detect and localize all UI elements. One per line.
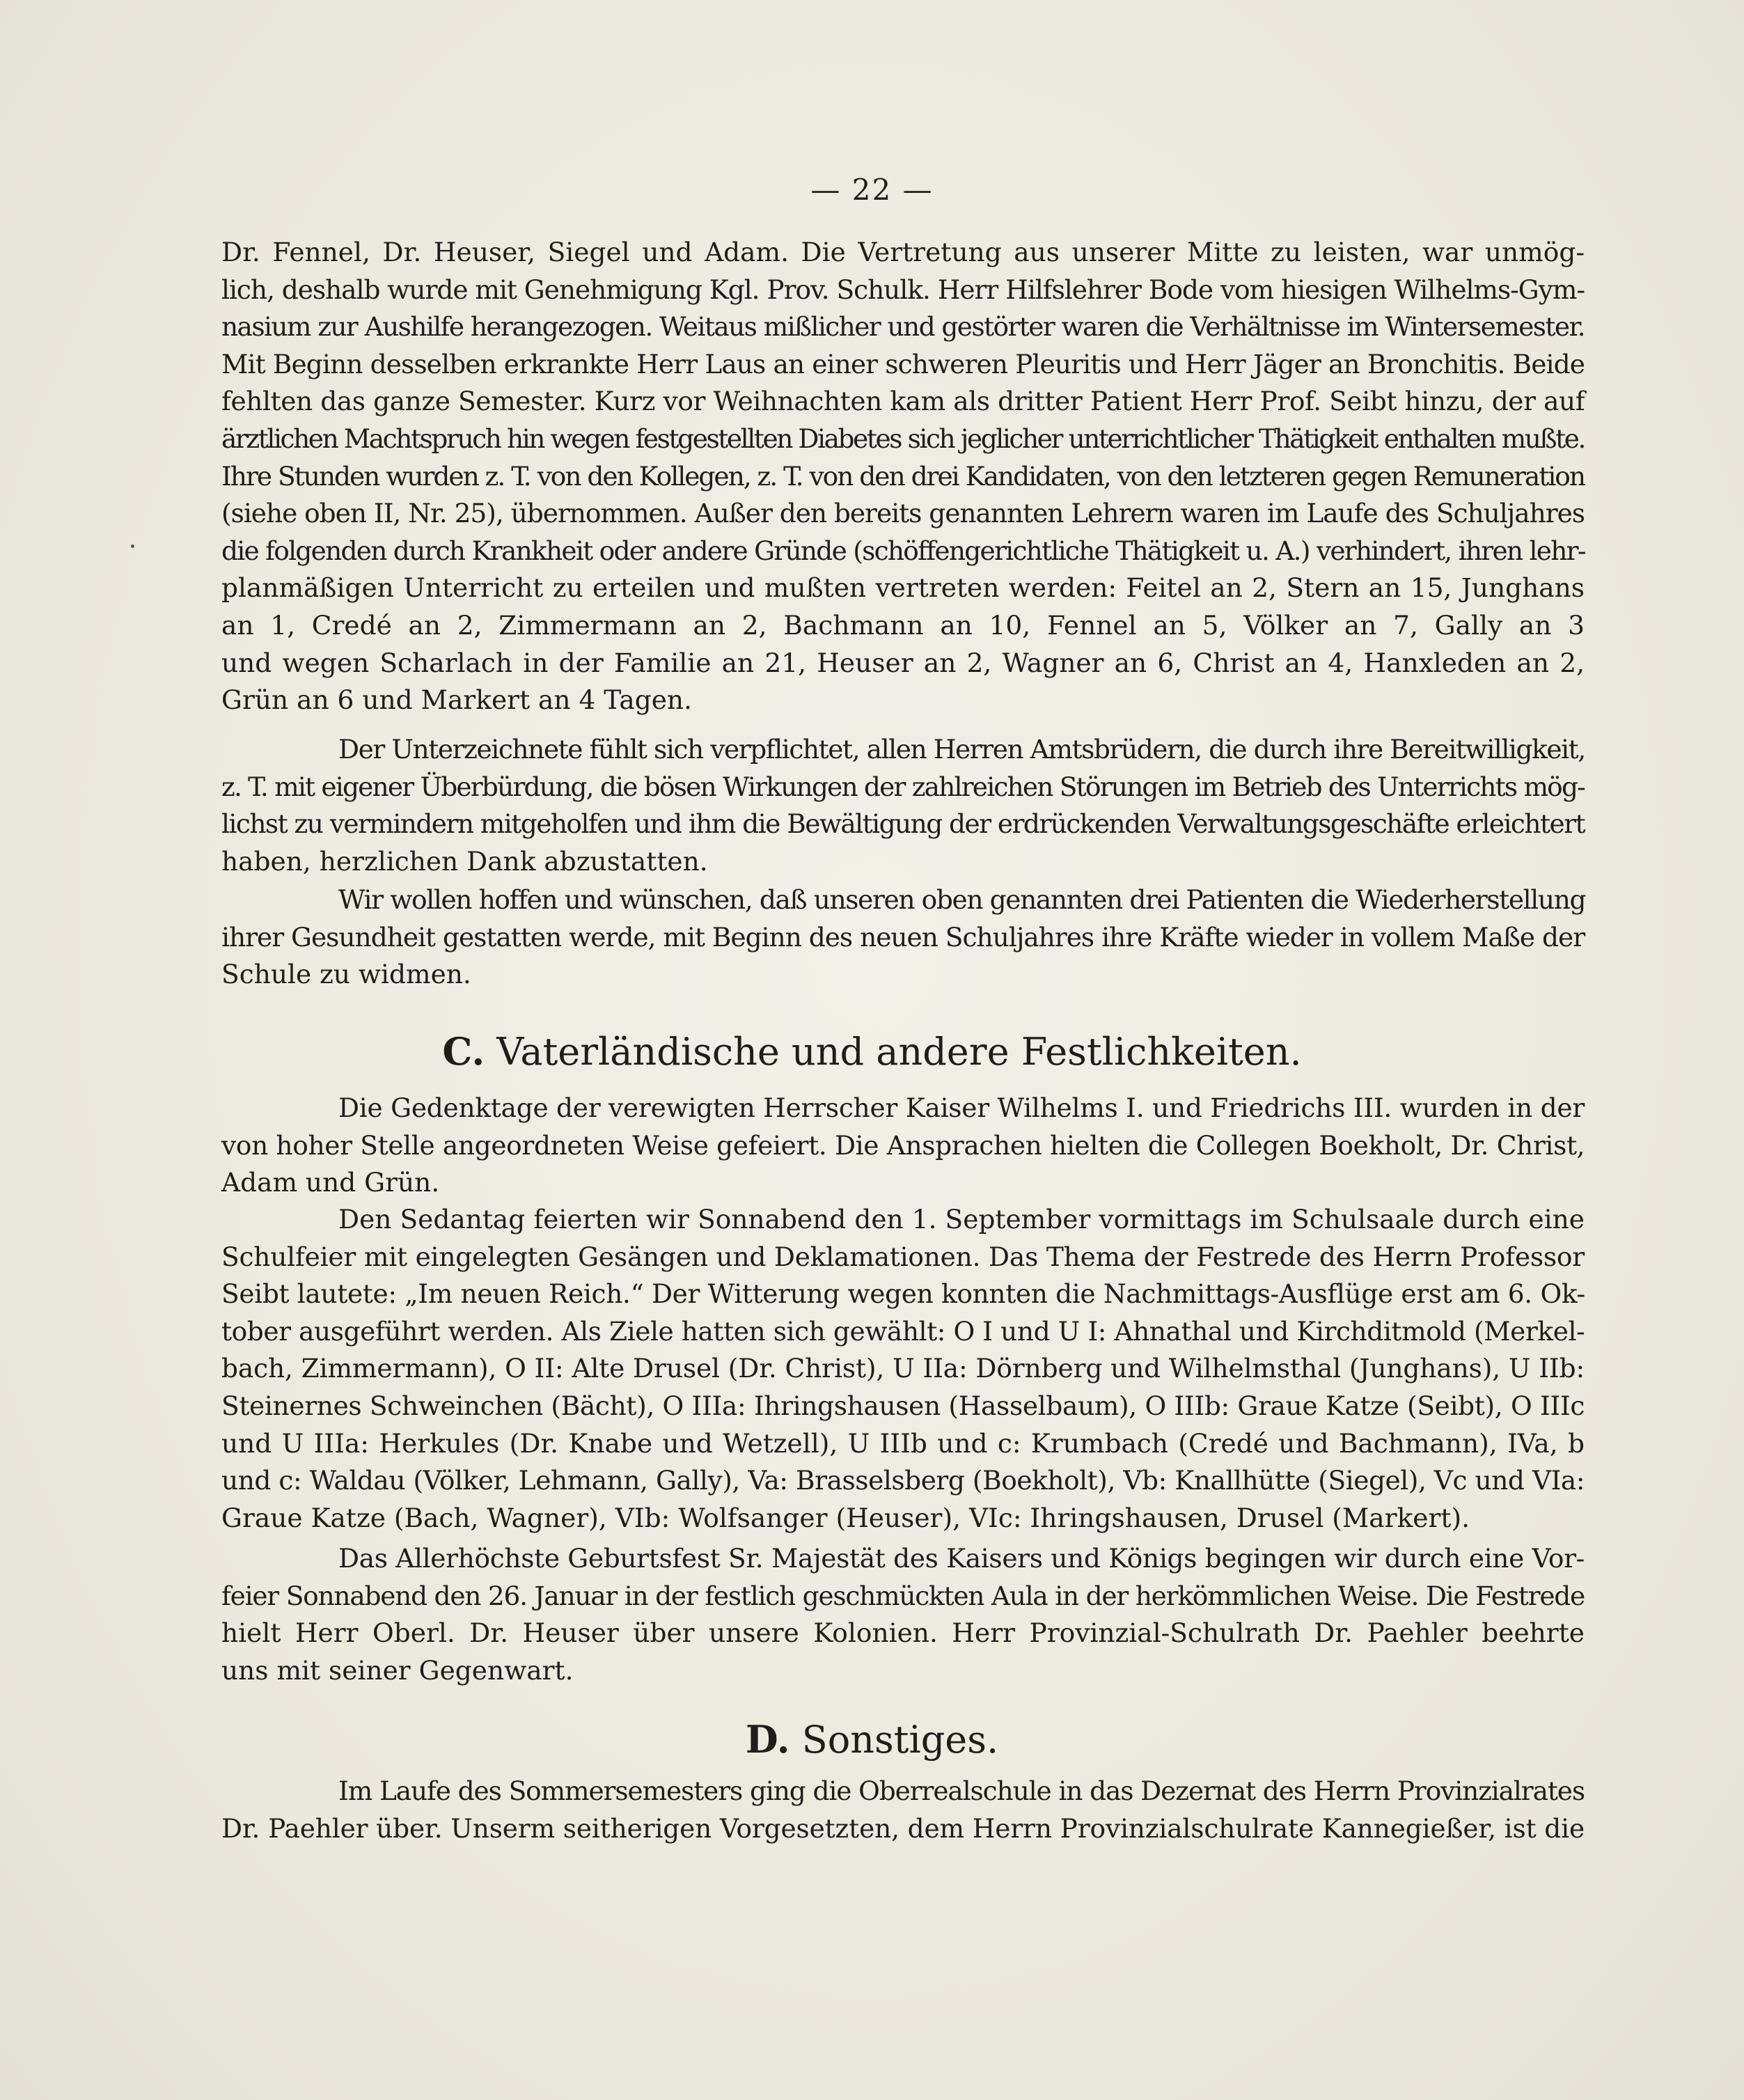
section-title: Sonstiges. — [801, 1718, 999, 1762]
text-line: die folgenden durch Krankheit oder andere Gründe (schöffengerichtliche Thätigkeit u. A.) verhindert, ihren lehr- — [221, 535, 1585, 566]
paragraph-thanks — [221, 731, 1585, 880]
paragraph-hopes — [221, 881, 1585, 994]
text-line: und c: Waldau (Völker, Lehmann, Gally), Va: Brasselsberg (Boekholt), Vb: Knallhütte (Siegel), Vc und VIa: — [221, 1465, 1585, 1496]
paragraph-miscellaneous — [221, 1773, 1585, 1847]
text-line: von hoher Stelle angeordneten Weise gefeiert. Die Ansprachen hielten die Collegen Boekholt, Dr. Christ, — [221, 1129, 1585, 1161]
text-line: Die Gedenktage der verewigten Herrscher Kaiser Wilhelms I. und Friedrichs III. wurden in der — [338, 1092, 1585, 1123]
text-line: Wir wollen hoffen und wünschen, daß unseren oben genannten drei Patienten die Wiederherstellung — [338, 884, 1586, 915]
text-line: fehlten das ganze Semester. Kurz vor Weihnachten kam als dritter Patient Herr Prof. Seibt hinzu, der auf — [221, 386, 1585, 417]
text-line: an 1, Credé an 2, Zimmermann an 2, Bachmann an 10, Fennel an 5, Völker an 7, Gally an 3 — [221, 609, 1585, 641]
text-line: Steinernes Schweinchen (Bächt), O IIIa: Ihringshausen (Hasselbaum), O IIIb: Graue Katze (Seibt), O IIIc — [221, 1390, 1585, 1421]
paragraph-sedan-day — [221, 1201, 1585, 1537]
text-line: lichst zu vermindern mitgeholfen und ihm die Bewältigung der erdrückenden Verwaltungsgeschäfte erleichtert — [221, 808, 1585, 840]
text-line: lich, deshalb wurde mit Genehmigung Kgl. Prov. Schulk. Herr Hilfslehrer Bode vom hiesigen Wilhelms-Gym- — [221, 274, 1585, 305]
text-line: hielt Herr Oberl. Dr. Heuser über unsere Kolonien. Herr Provinzial-Schulrath Dr. Paehler beehrte — [221, 1617, 1585, 1649]
text-line: haben, herzlichen Dank abzustatten. — [221, 845, 708, 877]
section-title: Vaterländische und andere Festlichkeiten. — [496, 1030, 1302, 1074]
text-line: und wegen Scharlach in der Familie an 21, Heuser an 2, Wagner an 6, Christ an 4, Hanxleden an 2, — [221, 647, 1585, 678]
text-line: Der Unterzeichnete fühlt sich verpflichtet, allen Herren Amtsbrüdern, die durch ihre Bereitwilligkeit, — [338, 734, 1585, 765]
page-number: — 22 — — [810, 173, 934, 207]
text-line: bach, Zimmermann), O II: Alte Drusel (Dr. Christ), U IIa: Dörnberg und Wilhelmsthal (Junghans), U IIb: — [221, 1353, 1585, 1384]
text-line: Dr. Paehler über. Unserm seitherigen Vorgesetzten, dem Herrn Provinzialschulrate Kannegießer, ist die — [221, 1812, 1585, 1844]
section-heading-c — [0, 1029, 1744, 1074]
text-line: Grün an 6 und Markert an 4 Tagen. — [221, 684, 692, 716]
text-line: Ihre Stunden wurden z. T. von den Kollegen, z. T. von den drei Kandidaten, von den letzteren gegen Remuneration — [221, 460, 1585, 492]
text-line: tober ausgeführt werden. Als Ziele hatten sich gewählt: O I und U I: Ahnathal und Kirchditmold (Merkel- — [221, 1315, 1585, 1347]
paragraph-emperor-birthday — [221, 1540, 1585, 1689]
text-line: (siehe oben II, Nr. 25), übernommen. Außer den bereits genannten Lehrern waren im Laufe des Schuljahres — [221, 498, 1585, 529]
text-line: feier Sonnabend den 26. Januar in der festlich geschmückten Aula in der herkömmlichen Weise. Die Festrede — [221, 1580, 1585, 1611]
text-line: ärztlichen Machtspruch hin wegen festgestellten Diabetes sich jeglicher unterrichtlicher Thätigkeit enthalten mußte. — [221, 423, 1585, 454]
paper-speck — [131, 544, 134, 548]
text-line: planmäßigen Unterricht zu erteilen und mußten vertreten werden: Feitel an 2, Stern an 15, Junghans — [221, 572, 1585, 604]
text-line: Den Sedantag feierten wir Sonnabend den 1. September vormittags im Schulsaale durch eine — [338, 1204, 1585, 1235]
text-line: z. T. mit eigener Überbürdung, die bösen Wirkungen der zahlreichen Störungen im Betrieb des Unterrichts mög- — [221, 771, 1585, 802]
text-line: Graue Katze (Bach, Wagner), VIb: Wolfsanger (Heuser), VIc: Ihringshausen, Drusel (Markert). — [221, 1502, 1470, 1533]
text-line: Schule zu widmen. — [221, 959, 471, 990]
text-line: nasium zur Aushilfe herangezogen. Weitaus mißlicher und gestörter waren die Verhältnisse im Wintersemester. — [221, 311, 1585, 343]
text-line: Adam und Grün. — [221, 1167, 440, 1198]
text-line: uns mit seiner Gegenwart. — [221, 1654, 574, 1686]
text-line: Seibt lautete: „Im neuen Reich.“ Der Witterung wegen konnten die Nachmittags-Ausflüge erst am 6. Ok- — [221, 1278, 1585, 1310]
paragraph-memorial-days — [221, 1090, 1585, 1202]
section-letter: D. — [745, 1717, 790, 1762]
paragraph-substitutions — [221, 234, 1585, 719]
section-heading-d — [0, 1717, 1744, 1762]
text-line: ihrer Gesundheit gestatten werde, mit Beginn des neuen Schuljahres ihre Kräfte wieder in vollem Maße der — [221, 921, 1585, 953]
text-line: Schulfeier mit eingelegten Gesängen und Deklamationen. Das Thema der Festrede des Herrn Professor — [221, 1241, 1585, 1272]
text-line: Mit Beginn desselben erkrankte Herr Laus an einer schweren Pleuritis und Herr Jäger an Bronchitis. Beide — [221, 348, 1585, 379]
section-letter: C. — [442, 1029, 485, 1074]
text-line: und U IIIa: Herkules (Dr. Knabe und Wetzell), U IIIb und c: Krumbach (Credé und Bachmann), IVa, b — [221, 1427, 1585, 1459]
text-line: Das Allerhöchste Geburtsfest Sr. Majestät des Kaisers und Königs begingen wir durch eine Vor- — [338, 1543, 1585, 1574]
text-line: Im Laufe des Sommersemesters ging die Oberrealschule in das Dezernat des Herrn Provinzialrates — [338, 1776, 1585, 1806]
text-line: Dr. Fennel, Dr. Heuser, Siegel und Adam. Die Vertretung aus unserer Mitte zu leisten, war unmög- — [221, 237, 1585, 267]
